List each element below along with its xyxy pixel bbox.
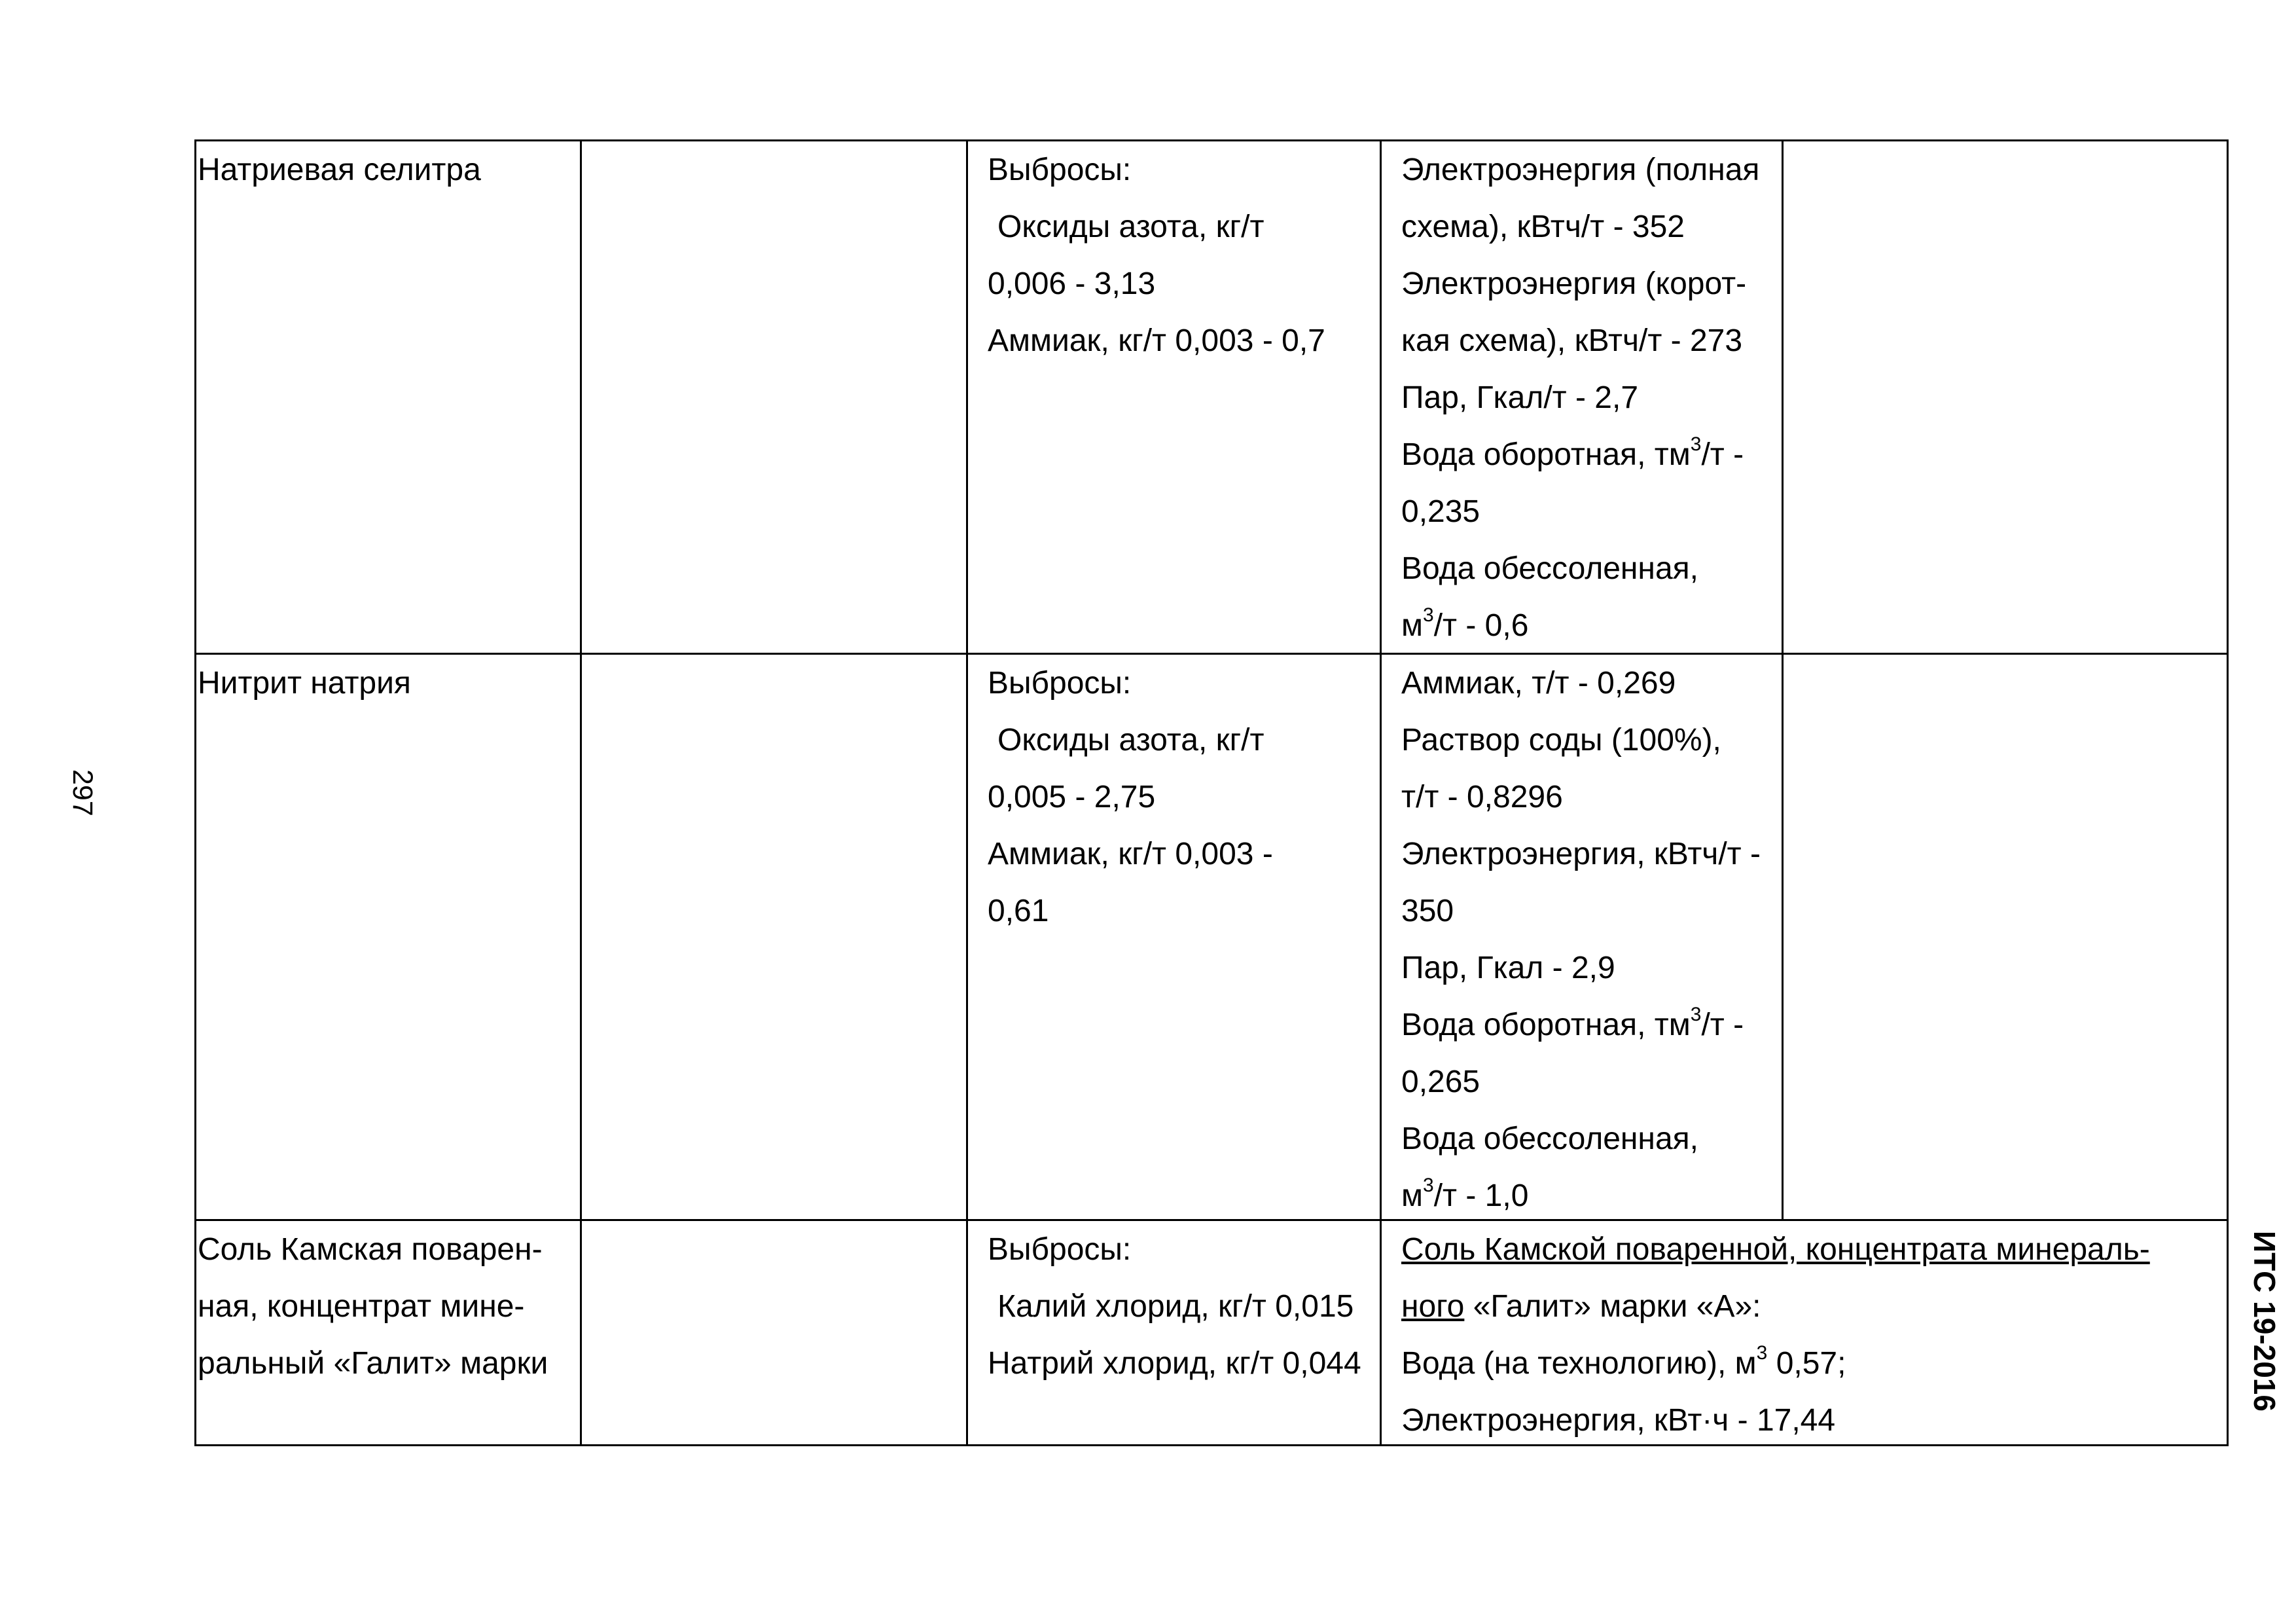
text-fragment: «Галит» марки «А»:	[1464, 1289, 1761, 1324]
cell-text-line	[1401, 426, 1780, 483]
cell-text-line: Выбросы:	[988, 1232, 1132, 1267]
table-cell-emissions	[966, 139, 1380, 653]
table-cell-resources	[1380, 653, 1782, 1219]
superscript: 3	[1423, 604, 1434, 626]
cell-text-line: Электроэнергия (корот-	[1401, 266, 1747, 301]
table-cell-resources-merged	[1380, 1219, 2229, 1446]
cell-text-line: ная, концентрат мине-	[198, 1289, 525, 1324]
text-fragment: /т -	[1701, 437, 1744, 472]
table-cell-product	[194, 1219, 580, 1446]
superscript: 3	[1690, 433, 1702, 455]
cell-text-line: Электроэнергия (полная	[1401, 153, 1760, 187]
cell-text-line: Пар, Гкал - 2,9	[1401, 951, 1615, 985]
cell-text-line: 0,265	[1401, 1065, 1480, 1099]
cell-text-line: Пар, Гкал/т - 2,7	[1401, 380, 1639, 415]
text-fragment: Вода оборотная, тм	[1401, 437, 1691, 472]
text-fragment: /т - 0,6	[1433, 608, 1529, 643]
text-fragment: Вода оборотная, тм	[1401, 1008, 1691, 1042]
superscript: 3	[1756, 1342, 1768, 1364]
page-number: 297	[67, 769, 98, 816]
cell-text-line	[1401, 1221, 2227, 1278]
document-code: ИТС 19-2016	[2248, 1231, 2282, 1412]
cell-text-line: т/т - 0,8296	[1401, 780, 1563, 814]
text-fragment: /т - 1,0	[1433, 1178, 1529, 1213]
cell-text-line: Электроэнергия, кВт·ч - 17,44	[1401, 1403, 1836, 1438]
cell-text-line: 350	[1401, 894, 1454, 928]
text-fragment: ного	[1401, 1289, 1465, 1324]
cell-text-line: Натрий хлорид, кг/т 0,044	[988, 1346, 1361, 1381]
cell-text-line: 0,235	[1401, 494, 1480, 529]
cell-text-line: Выбросы:	[988, 666, 1132, 701]
cell-text-line	[1401, 1167, 1780, 1224]
table-cell-product	[194, 139, 580, 653]
cell-text-line: Аммиак, кг/т 0,003 - 0,7	[988, 323, 1325, 358]
table-border-bottom	[194, 1444, 2229, 1446]
cell-text-line: схема), кВтч/т - 352	[1401, 210, 1685, 244]
cell-text-line	[1401, 597, 1780, 654]
text-fragment: м	[1401, 1178, 1423, 1213]
text-fragment: Вода (на технологию), м	[1401, 1346, 1757, 1381]
table-cell-empty	[580, 139, 966, 653]
table-border-right	[2227, 139, 2229, 1446]
table-cell-empty	[580, 1219, 966, 1446]
cell-text-line: Соль Камская поварен-	[198, 1232, 543, 1267]
cell-text-line: Электроэнергия, кВтч/т -	[1401, 837, 1761, 871]
superscript: 3	[1690, 1004, 1702, 1025]
cell-text-line	[1401, 1278, 2227, 1335]
cell-text-line: Нитрит натрия	[198, 666, 411, 701]
cell-text-line: Аммиак, кг/т 0,003 -	[988, 837, 1273, 871]
cell-text-line: Аммиак, т/т - 0,269	[1401, 666, 1676, 701]
table-cell-empty	[580, 653, 966, 1219]
text-fragment: Соль Камской поваренной, концентрата минераль-	[1401, 1232, 2150, 1267]
table-cell-empty	[1782, 653, 2229, 1219]
text-fragment: м	[1401, 608, 1423, 643]
table-cell-product	[194, 653, 580, 1219]
cell-text-line	[1401, 1335, 2227, 1392]
text-fragment: /т -	[1701, 1008, 1744, 1042]
text-fragment: 0,57;	[1767, 1346, 1846, 1381]
cell-text-line: Оксиды азота, кг/т	[997, 723, 1265, 757]
data-table	[194, 139, 2229, 1446]
cell-text-line: Калий хлорид, кг/т 0,015	[997, 1289, 1354, 1324]
table-cell-emissions	[966, 653, 1380, 1219]
cell-text-line: Выбросы:	[988, 153, 1132, 187]
cell-text-line: 0,006 - 3,13	[988, 266, 1156, 301]
cell-text-line: Вода обессоленная,	[1401, 1122, 1698, 1156]
table-cell-emissions	[966, 1219, 1380, 1446]
cell-text-line: 0,005 - 2,75	[988, 780, 1156, 814]
cell-text-line: 0,61	[988, 894, 1049, 928]
table-cell-resources	[1380, 139, 1782, 653]
cell-text-line	[1401, 996, 1780, 1053]
cell-text-line: кая схема), кВтч/т - 273	[1401, 323, 1743, 358]
cell-text-line: Вода обессоленная,	[1401, 551, 1698, 586]
cell-text-line: ральный «Галит» марки	[198, 1346, 548, 1381]
superscript: 3	[1423, 1175, 1434, 1196]
cell-text-line: Натриевая селитра	[198, 153, 481, 187]
table-cell-empty	[1782, 139, 2229, 653]
cell-text-line: Раствор соды (100%),	[1401, 723, 1721, 757]
cell-text-line: Оксиды азота, кг/т	[997, 210, 1265, 244]
